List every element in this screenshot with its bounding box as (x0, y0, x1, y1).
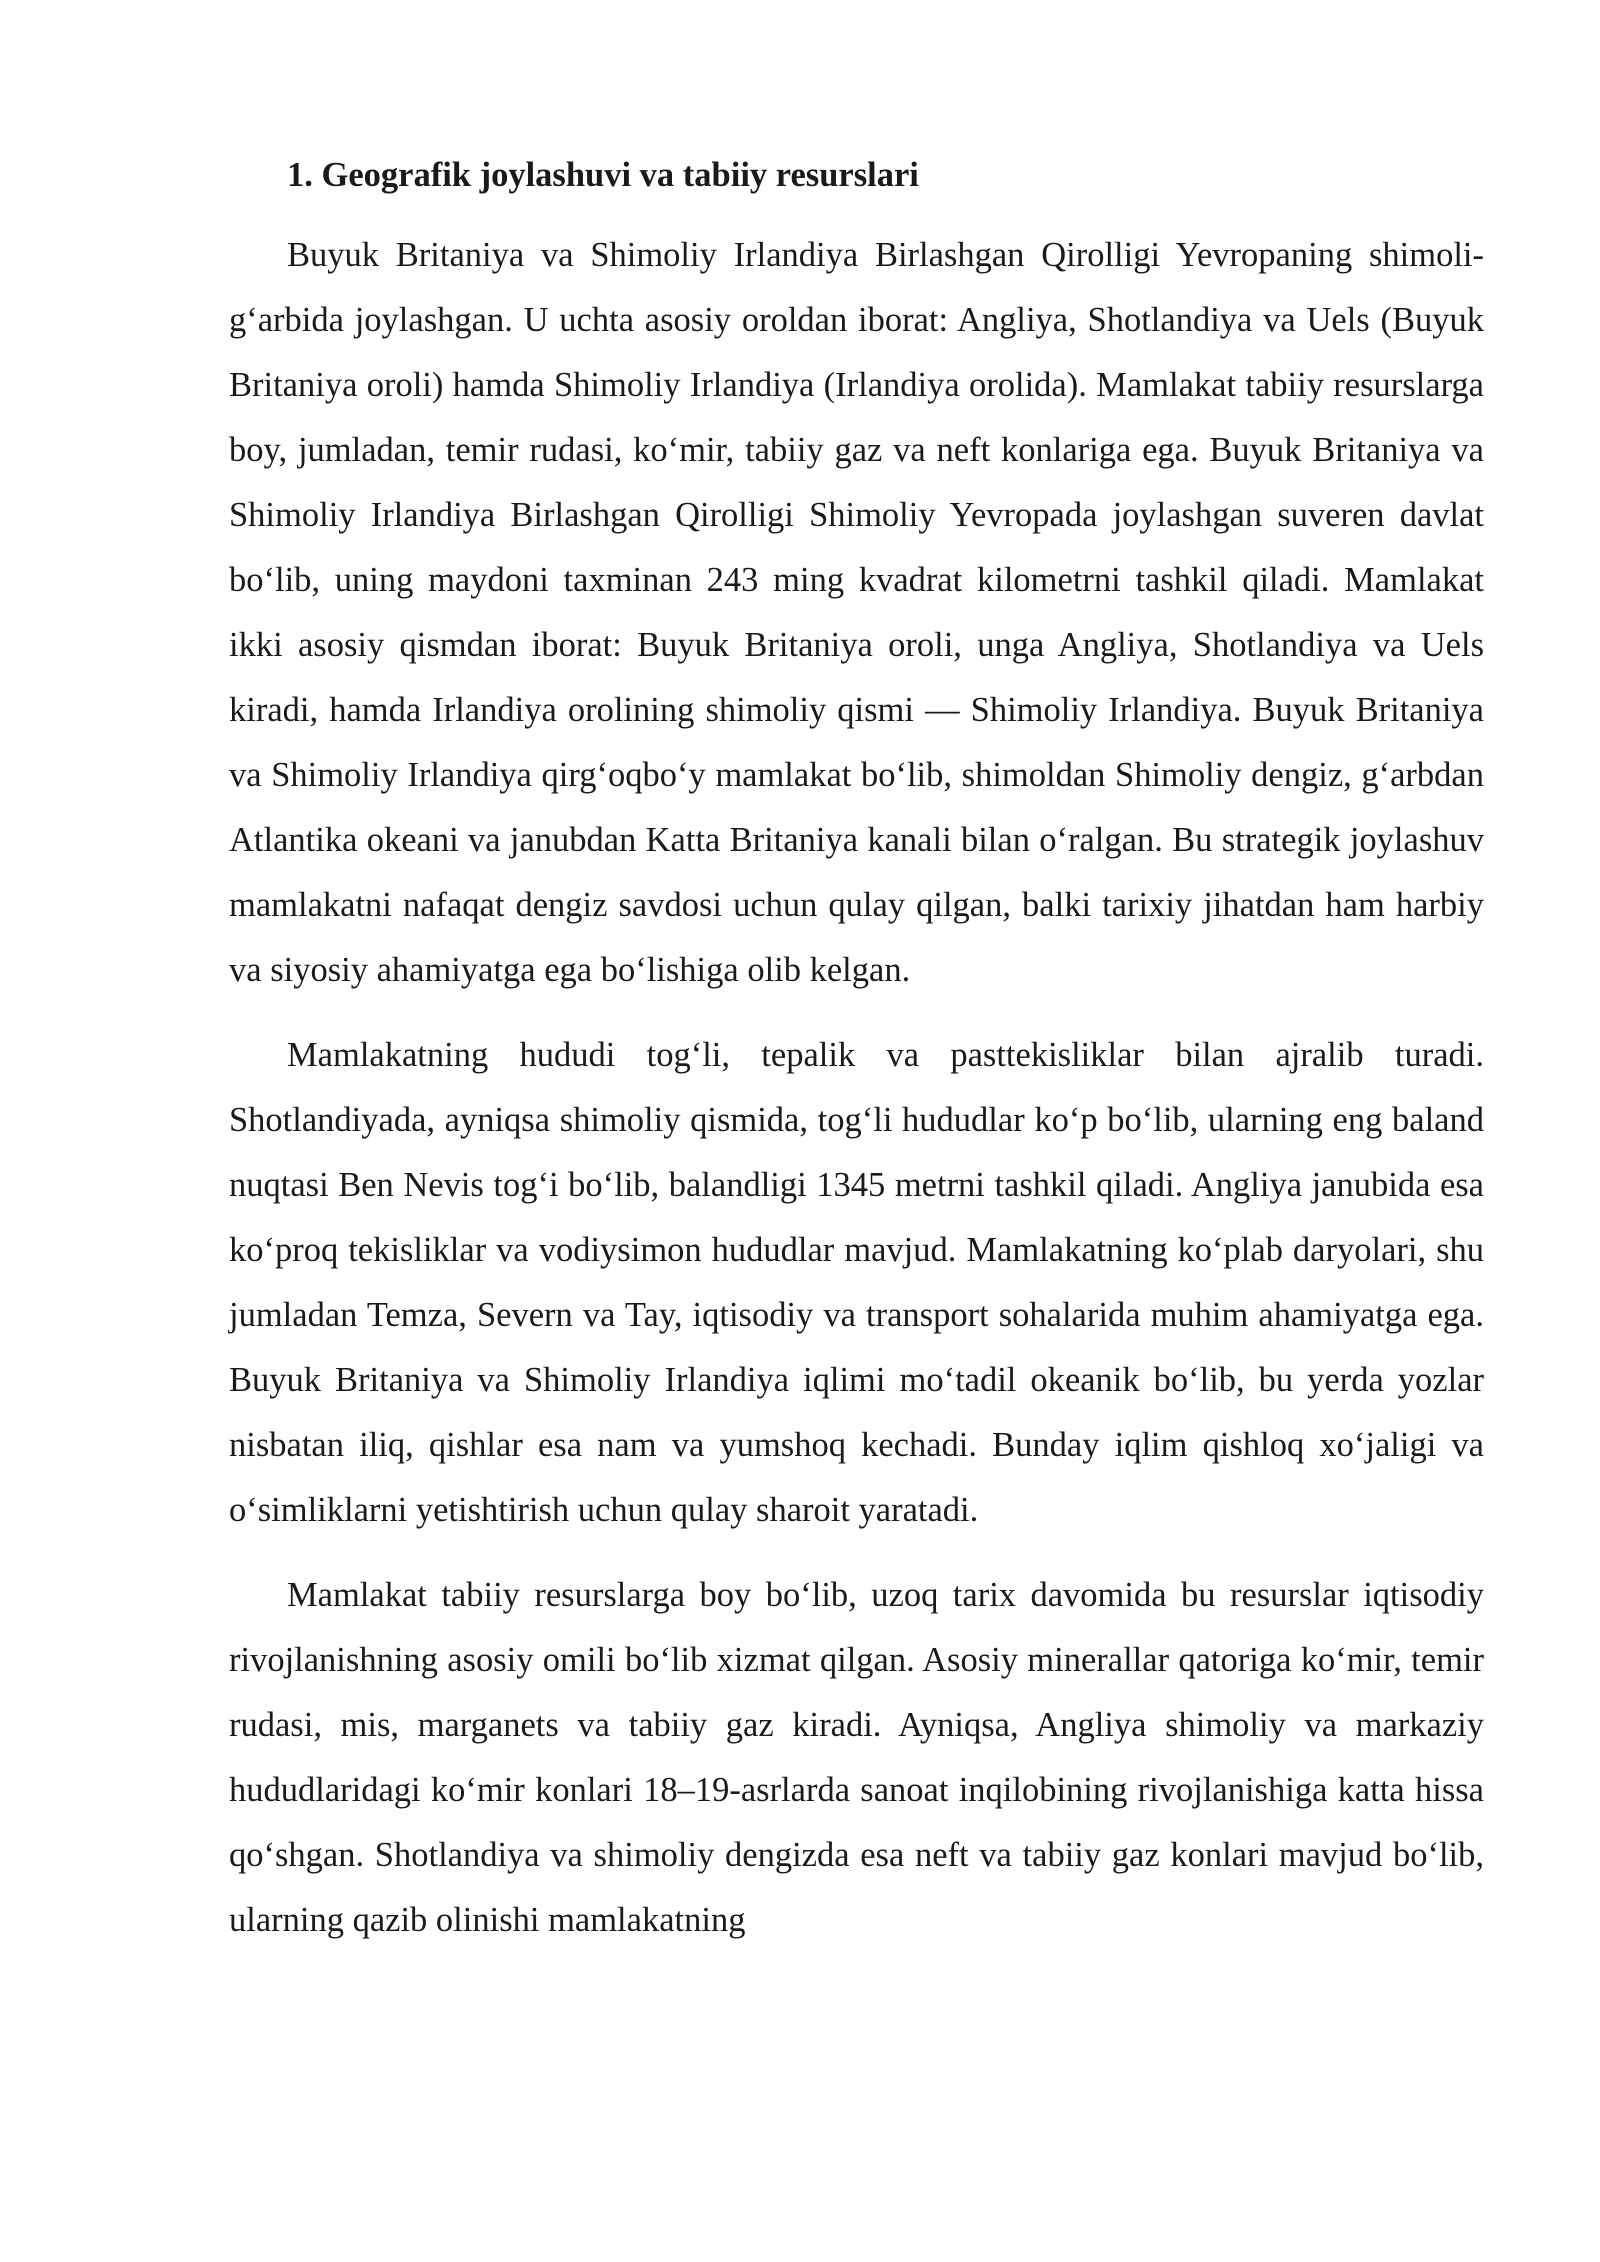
paragraph-2: Mamlakatning hududi tog‘li, tepalik va pasttekisliklar bilan ajralib turadi. Shotlandiyada, ayniqsa shimoliy qismida, tog‘li hududlar ko‘p bo‘lib, ularning eng baland nuqtasi Ben Nevis tog‘i bo‘lib, balandligi 1345 metrni tashkil qiladi. Angliya janubida esa ko‘proq tekisliklar va vodiysimon hududlar mavjud. Mamlakatning ko‘plab daryolari, shu jumladan Temza, Severn va Tay, iqtisodiy va transport sohalarida muhim ahamiyatga ega. Buyuk Britaniya va Shimoliy Irlandiya iqlimi mo‘tadil okeanik bo‘lib, bu yerda yozlar nisbatan iliq, qishlar esa nam va yumshoq kechadi. Bunday iqlim qishloq xo‘jaligi va o‘simliklarni yetishtirish uchun qulay sharoit yaratadi. (229, 1036, 1484, 1529)
paragraph-1: Buyuk Britaniya va Shimoliy Irlandiya Birlashgan Qirolligi Yevropaning shimoli-g‘arbida joylashgan. U uchta asosiy oroldan iborat: Angliya, Shotlandiya va Uels (Buyuk Britaniya oroli) hamda Shimoliy Irlandiya (Irlandiya orolida). Mamlakat tabiiy resurslarga boy, jumladan, temir rudasi, ko‘mir, tabiiy gaz va neft konlariga ega. Buyuk Britaniya va Shimoliy Irlandiya Birlashgan Qirolligi Shimoliy Yevropada joylashgan suveren davlat bo‘lib, uning maydoni taxminan 243 ming kvadrat kilometrni tashkil qiladi. Mamlakat ikki asosiy qismdan iborat: Buyuk Britaniya oroli, unga Angliya, Shotlandiya va Uels kiradi, hamda Irlandiya orolining shimoliy qismi — Shimoliy Irlandiya. Buyuk Britaniya va Shimoliy Irlandiya qirg‘oqbo‘y mamlakat bo‘lib, shimoldan Shimoliy dengiz, g‘arbdan Atlantika okeani va janubdan Katta Britaniya kanali bilan o‘ralgan. Bu strategik joylashuv mamlakatni nafaqat dengiz savdosi uchun qulay qilgan, balki tarixiy jihatdan ham harbiy va siyosiy ahamiyatga ega bo‘lishiga olib kelgan. (229, 236, 1484, 989)
document-body (229, 148, 1484, 1973)
section-heading: 1. Geografik joylashuvi va tabiiy resurslari (287, 156, 919, 194)
paragraph-3: Mamlakat tabiiy resurslarga boy bo‘lib, uzoq tarix davomida bu resurslar iqtisodiy rivojlanishning asosiy omili bo‘lib xizmat qilgan. Asosiy minerallar qatoriga ko‘mir, temir rudasi, mis, marganets va tabiiy gaz kiradi. Ayniqsa, Angliya shimoliy va markaziy hududlaridagi ko‘mir konlari 18–19-asrlarda sanoat inqilobining rivojlanishiga katta hissa qo‘shgan. Shotlandiya va shimoliy dengizda esa neft va tabiiy gaz konlari mavjud bo‘lib, ularning qazib olinishi mamlakatning (229, 1576, 1484, 1939)
